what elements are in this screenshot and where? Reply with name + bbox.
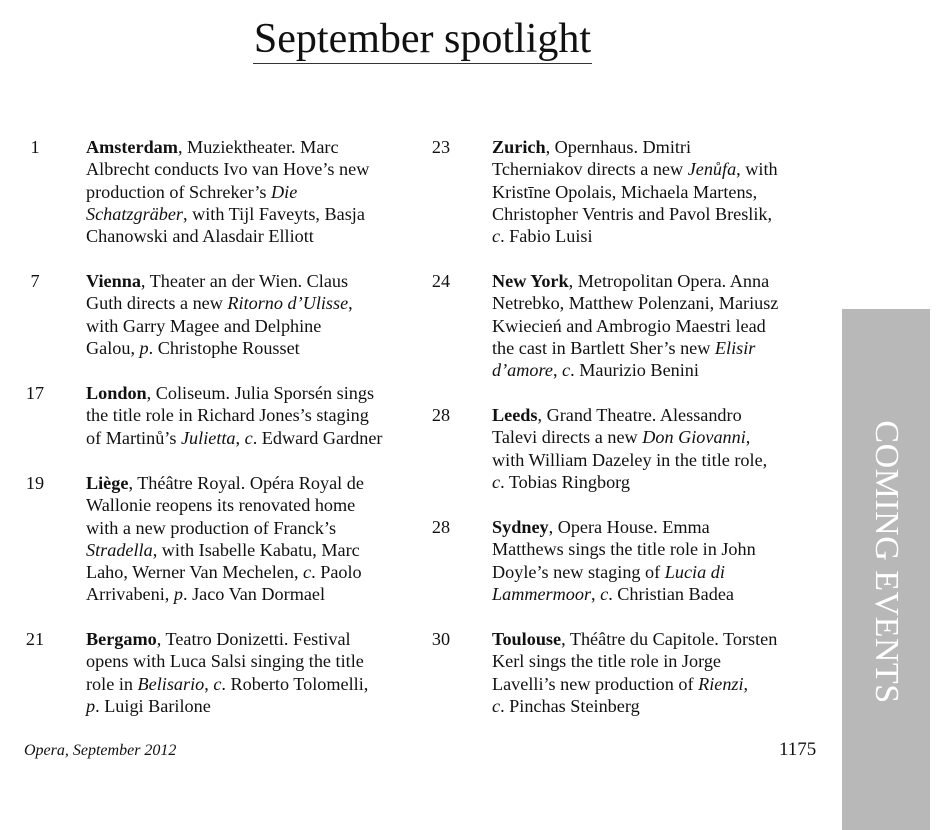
listing-text-run: Kerl sings the title role in Jorge xyxy=(492,651,721,672)
listing-text-run: Lavelli’s new production of xyxy=(492,673,699,694)
listing-italic-text: Ritorno d’Ulisse xyxy=(227,293,349,314)
listing-day: 23 xyxy=(431,137,451,157)
listing-line xyxy=(492,628,827,650)
listing-line xyxy=(492,516,827,538)
listing-city: Zurich xyxy=(492,137,546,157)
page-title-text: September spotlight xyxy=(253,16,592,62)
listing-line xyxy=(492,650,827,672)
listing-city: Bergamo xyxy=(86,629,157,649)
listing-line xyxy=(492,181,827,203)
listing-city: London xyxy=(86,383,147,403)
listing-italic-text: c xyxy=(492,226,501,247)
listing-text-run: . Paolo xyxy=(311,562,362,583)
listing-text xyxy=(86,628,421,717)
listing-line xyxy=(492,136,827,158)
listing-line xyxy=(86,181,421,203)
listing-text-run: . Edward Gardner xyxy=(252,427,383,448)
page-number: 1175 xyxy=(779,739,817,760)
listing-line xyxy=(492,404,827,426)
listing-day: 21 xyxy=(25,629,45,649)
listing-text-run: , xyxy=(745,427,751,448)
listing-text-run: , Coliseum. Julia Sporsén sings xyxy=(146,383,375,403)
listing-text-run: . Jaco Van Dormael xyxy=(182,584,326,605)
listing-text-run: , Opera House. Emma xyxy=(548,517,710,537)
listing-text-run: Talevi directs a new xyxy=(492,427,643,448)
listing-line xyxy=(492,203,827,225)
listing-text-run: , xyxy=(204,673,214,694)
listing-italic-text: c xyxy=(213,673,222,694)
listing-text xyxy=(492,136,827,247)
listing-italic-text: Julietta xyxy=(180,427,236,448)
listing-italic-text: c xyxy=(492,695,501,716)
listing-text-run: Albrecht conducts Ivo van Hove’s new xyxy=(86,159,370,180)
listing-line xyxy=(86,292,421,314)
listing-text-run: , xyxy=(235,427,245,448)
listing-line xyxy=(86,695,421,717)
listing-text-run: Netrebko, Matthew Polenzani, Mariusz xyxy=(492,293,779,314)
listing-text xyxy=(86,472,421,606)
listing-line xyxy=(86,561,421,583)
listing-text-run: , Teatro Donizetti. Festival xyxy=(156,629,351,649)
listing-text-run: the title role in Richard Jones’s staging xyxy=(86,405,369,426)
listing-line xyxy=(492,426,827,448)
listing-day: 19 xyxy=(25,473,45,493)
listing-text-run: Matthews sings the title role in John xyxy=(492,539,756,560)
listing-text-run: , xyxy=(348,293,353,314)
section-tab xyxy=(842,309,930,830)
listing-city: Leeds xyxy=(492,405,538,425)
page-title xyxy=(0,14,845,64)
listing-text-run: Wallonie reopens its renovated home xyxy=(86,495,356,516)
listing-day: 24 xyxy=(431,271,451,291)
listing-city: Sydney xyxy=(492,517,549,537)
listing-line xyxy=(86,517,421,539)
listing-text xyxy=(86,382,421,449)
listing-line xyxy=(492,583,827,605)
section-tab-label: COMING EVENTS xyxy=(868,420,905,704)
listing-line xyxy=(492,337,827,359)
listing-text-run: Doyle’s new staging of xyxy=(492,561,665,582)
listing-text-run: Christopher Ventris and Pavol Breslik, xyxy=(492,203,773,224)
listing-day: 28 xyxy=(431,517,451,537)
listing-text-run: with a new production of Franck’s xyxy=(86,517,337,538)
listing-text-run: , xyxy=(743,673,749,694)
listing-line xyxy=(86,539,421,561)
listing-line xyxy=(86,404,421,426)
listing-text-run: . Roberto Tolomelli, xyxy=(221,673,369,694)
listing-city: Vienna xyxy=(86,271,141,291)
listing-line xyxy=(492,158,827,180)
listing-line xyxy=(86,382,421,404)
listing-line xyxy=(492,561,827,583)
listing-italic-text: Jenůfa xyxy=(687,159,737,180)
listing-italic-text: Stradella xyxy=(86,539,153,560)
listing-italic-text: Belisario xyxy=(137,673,205,694)
listing-line xyxy=(492,695,827,717)
listing-line xyxy=(492,315,827,337)
listing-text-run: Galou, xyxy=(86,337,140,358)
listing-text-run: , xyxy=(552,360,563,381)
listing-text-run: . Luigi Barilone xyxy=(95,695,211,716)
listing-text-run: Tcherniakov directs a new xyxy=(492,159,688,180)
listing-text-run: , Theater an der Wien. Claus xyxy=(140,271,349,291)
listing-text-run: . Pinchas Steinberg xyxy=(500,695,640,716)
listing-line xyxy=(86,158,421,180)
listing-text-run: opens with Luca Salsi singing the title xyxy=(86,651,364,672)
listing-text-run: of Martinů’s xyxy=(86,427,181,448)
listing-text-run: Kristīne Opolais, Michaela Martens, xyxy=(492,181,758,202)
listing-italic-text: Lucia di xyxy=(664,561,725,582)
listing-text-run: , Opernhaus. Dmitri xyxy=(545,137,692,157)
listing-text-run: . Fabio Luisi xyxy=(500,226,593,247)
listing-text-run: role in xyxy=(86,673,138,694)
listing-city: Liège xyxy=(86,473,129,493)
listing-day: 28 xyxy=(431,405,451,425)
listing-line xyxy=(86,203,421,225)
listing-line xyxy=(86,315,421,337)
listing-line xyxy=(86,136,421,158)
listing-text-run: , Grand Theatre. Alessandro xyxy=(537,405,742,425)
listing-italic-text: Die xyxy=(271,181,298,202)
listing-text-run: , with Isabelle Kabatu, Marc xyxy=(152,539,360,560)
listing-text xyxy=(86,270,421,359)
listing-italic-text: c xyxy=(562,360,571,381)
listing-text-run: Laho, Werner Van Mechelen, xyxy=(86,562,304,583)
listing-text-run: with William Dazeley in the title role, xyxy=(492,449,768,470)
listing-text-run: with Garry Magee and Delphine xyxy=(86,315,322,336)
listing-line xyxy=(492,292,827,314)
listing-text xyxy=(492,628,827,717)
listing-text-run: , with xyxy=(736,159,778,180)
listing-italic-text: p xyxy=(86,695,96,716)
listing-italic-text: p xyxy=(173,584,183,605)
listing-line xyxy=(86,270,421,292)
listing-text-run: . Christian Badea xyxy=(608,583,734,604)
listing-line xyxy=(492,538,827,560)
listing-text-run: , Muziektheater. Marc xyxy=(177,137,339,157)
listing-text-run: . Tobias Ringborg xyxy=(500,471,631,492)
listing-line xyxy=(86,650,421,672)
listing-italic-text: c xyxy=(244,427,253,448)
listing-line xyxy=(86,494,421,516)
listing-day: 1 xyxy=(30,137,40,157)
listing-line xyxy=(86,472,421,494)
listing-text xyxy=(86,136,421,247)
listing-text-run: , Metropolitan Opera. Anna xyxy=(568,271,770,291)
listing-line xyxy=(492,449,827,471)
listing-city: New York xyxy=(492,271,569,291)
listing-line xyxy=(86,225,421,247)
listing-text-run: Guth directs a new xyxy=(86,293,228,314)
listing-italic-text: Elisir xyxy=(714,337,756,358)
listing-line xyxy=(492,359,827,381)
listing-italic-text: Lammermoor xyxy=(492,583,592,604)
listing-text-run: Chanowski and Alasdair Elliott xyxy=(86,226,314,247)
listing-day: 7 xyxy=(30,271,40,291)
listing-line xyxy=(86,583,421,605)
listing-text xyxy=(492,516,827,605)
listing-text-run: , Théâtre Royal. Opéra Royal de xyxy=(128,473,364,493)
listing-city: Toulouse xyxy=(492,629,562,649)
listing-day: 30 xyxy=(431,629,451,649)
listing-text-run: . Christophe Rousset xyxy=(148,337,300,358)
listing-line xyxy=(86,628,421,650)
listing-italic-text: p xyxy=(139,337,149,358)
listing-line xyxy=(492,471,827,493)
listing-line xyxy=(86,673,421,695)
listing-italic-text: d’amore xyxy=(492,360,553,381)
listing-text-run: the cast in Bartlett Sher’s new xyxy=(492,337,715,358)
listing-italic-text: c xyxy=(303,562,312,583)
listing-italic-text: c xyxy=(492,471,501,492)
listing-text xyxy=(492,404,827,493)
listing-italic-text: Rienzi xyxy=(698,673,744,694)
listing-line xyxy=(492,225,827,247)
listing-text-run: Kwiecień and Ambrogio Maestri lead xyxy=(492,315,766,336)
listing-text-run: Arrivabeni, xyxy=(86,584,174,605)
listing-text-run: production of Schreker’s xyxy=(86,181,272,202)
listing-text-run: . Maurizio Benini xyxy=(570,360,699,381)
listing-text xyxy=(492,270,827,381)
listing-italic-text: Schatzgräber xyxy=(86,203,183,224)
publication-credit: Opera, September 2012 xyxy=(24,742,177,759)
listing-day: 17 xyxy=(25,383,45,403)
listing-line xyxy=(492,270,827,292)
listing-line xyxy=(86,337,421,359)
listing-line xyxy=(86,427,421,449)
listing-line xyxy=(492,673,827,695)
listing-italic-text: c xyxy=(600,583,609,604)
listing-italic-text: Don Giovanni xyxy=(642,427,746,448)
listing-text-run: , xyxy=(591,583,601,604)
listing-text-run: , Théâtre du Capitole. Torsten xyxy=(561,629,778,649)
listing-text-run: , with Tijl Faveyts, Basja xyxy=(183,203,365,224)
listing-city: Amsterdam xyxy=(86,137,178,157)
